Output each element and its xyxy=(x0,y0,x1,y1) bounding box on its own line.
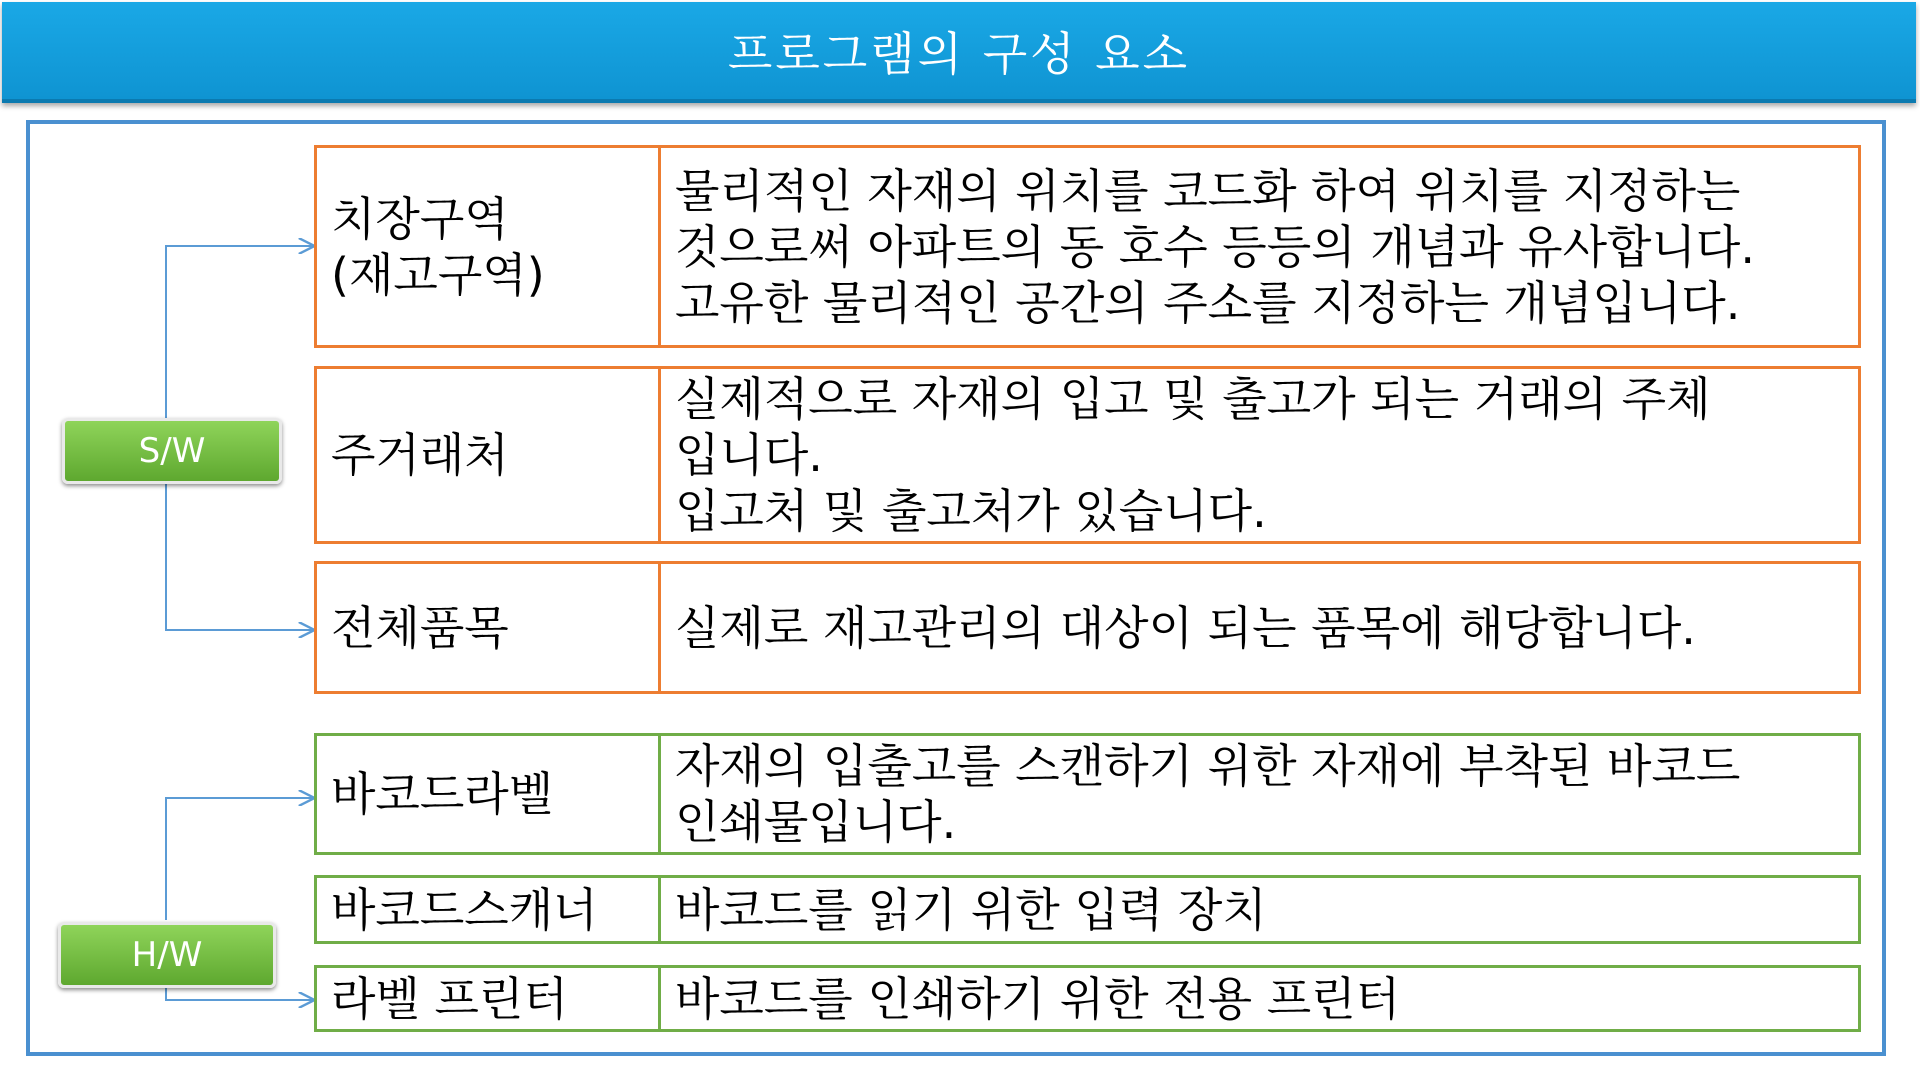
sw-connector-bottom xyxy=(166,484,313,630)
row-storage-zone xyxy=(314,145,1861,348)
row-label-printer xyxy=(314,965,1861,1032)
row-label: 전체품목 xyxy=(317,564,661,691)
hw-group-label: H/W xyxy=(131,935,203,975)
row-desc: 바코드를 읽기 위한 입력 장치 xyxy=(675,882,1267,937)
row-label: 주거래처 xyxy=(317,369,661,541)
row-label xyxy=(317,148,661,345)
row-label-text: 치장구역 (재고구역) xyxy=(331,191,545,302)
row-main-vendor xyxy=(314,366,1861,544)
hw-group-badge xyxy=(58,922,276,988)
row-barcode-label xyxy=(314,733,1861,855)
row-label: 라벨 프린터 xyxy=(317,968,661,1029)
row-label: 바코드스캐너 xyxy=(317,878,661,941)
sw-group-badge xyxy=(62,418,282,484)
row-all-items xyxy=(314,561,1861,694)
hw-connector-top xyxy=(166,798,313,920)
page-title: 프로그램의 구성 요소 xyxy=(727,26,1191,81)
row-desc: 실제로 재고관리의 대상이 되는 품목에 해당합니다. xyxy=(675,600,1696,655)
row-desc: 물리적인 자재의 위치를 코드화 하여 위치를 지정하는 것으로써 아파트의 동 호수 등등의 개념과 유사합니다. 고유한 물리적인 공간의 주소를 지정하는 개념입니다. xyxy=(675,163,1755,330)
row-barcode-scanner xyxy=(314,875,1861,944)
sw-group-label: S/W xyxy=(138,431,206,471)
row-desc: 자재의 입출고를 스캔하기 위한 자재에 부착된 바코드 인쇄물입니다. xyxy=(675,739,1741,849)
sw-connector-top xyxy=(166,246,313,418)
row-desc: 바코드를 인쇄하기 위한 전용 프린터 xyxy=(675,971,1401,1026)
row-desc: 실제적으로 자재의 입고 및 출고가 되는 거래의 주체 입니다. 입고처 및 출고처가 있습니다. xyxy=(675,372,1711,538)
row-label: 바코드라벨 xyxy=(317,736,661,852)
